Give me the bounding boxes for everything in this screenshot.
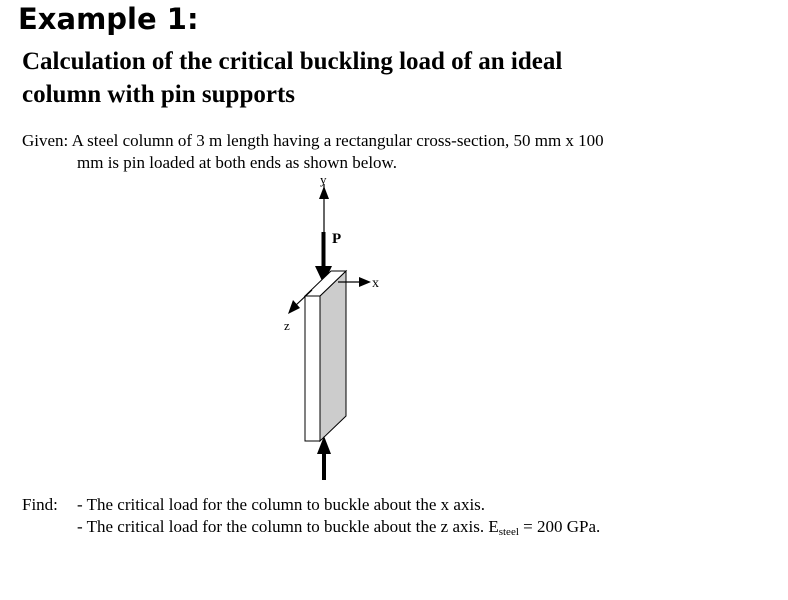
column-front-face bbox=[305, 296, 320, 441]
load-label-p: P bbox=[332, 231, 342, 247]
find-item2-value: = 200 GPa. bbox=[518, 517, 601, 536]
find-item1: - The critical load for the column to buckle about the x axis. bbox=[77, 495, 486, 514]
find-item2-subscript: steel bbox=[498, 526, 519, 538]
example-heading: Example 1: bbox=[18, 2, 199, 36]
find-row2 bbox=[22, 516, 762, 538]
x-axis-arrowhead bbox=[359, 277, 371, 287]
find-row1 bbox=[22, 494, 762, 516]
x-axis-label: x bbox=[372, 276, 379, 291]
given-label: Given: bbox=[22, 131, 69, 150]
given-line1: A steel column of 3 m length having a rectangular cross-section, 50 mm x 100 bbox=[71, 131, 604, 150]
find-label: Find: bbox=[22, 495, 58, 514]
z-axis-label: z bbox=[284, 318, 290, 333]
z-axis-arrowhead bbox=[288, 300, 300, 314]
load-arrow-shaft-top bbox=[322, 232, 326, 268]
y-axis-arrowhead bbox=[319, 186, 329, 199]
column-side-face bbox=[320, 271, 346, 441]
find-item2-text: - The critical load for the column to buckle about the z axis. E bbox=[77, 517, 499, 536]
load-arrow-shaft-bottom bbox=[322, 452, 326, 480]
y-axis-label: y bbox=[320, 172, 327, 187]
given-line2: mm is pin loaded at both ends as shown below. bbox=[77, 153, 397, 172]
find-statement bbox=[22, 494, 762, 538]
problem-title-line1: Calculation of the critical buckling load of an ideal bbox=[22, 48, 563, 75]
problem-title bbox=[22, 45, 722, 111]
given-statement bbox=[22, 130, 722, 174]
column-diagram bbox=[260, 170, 420, 482]
problem-title-line2: column with pin supports bbox=[22, 81, 295, 108]
